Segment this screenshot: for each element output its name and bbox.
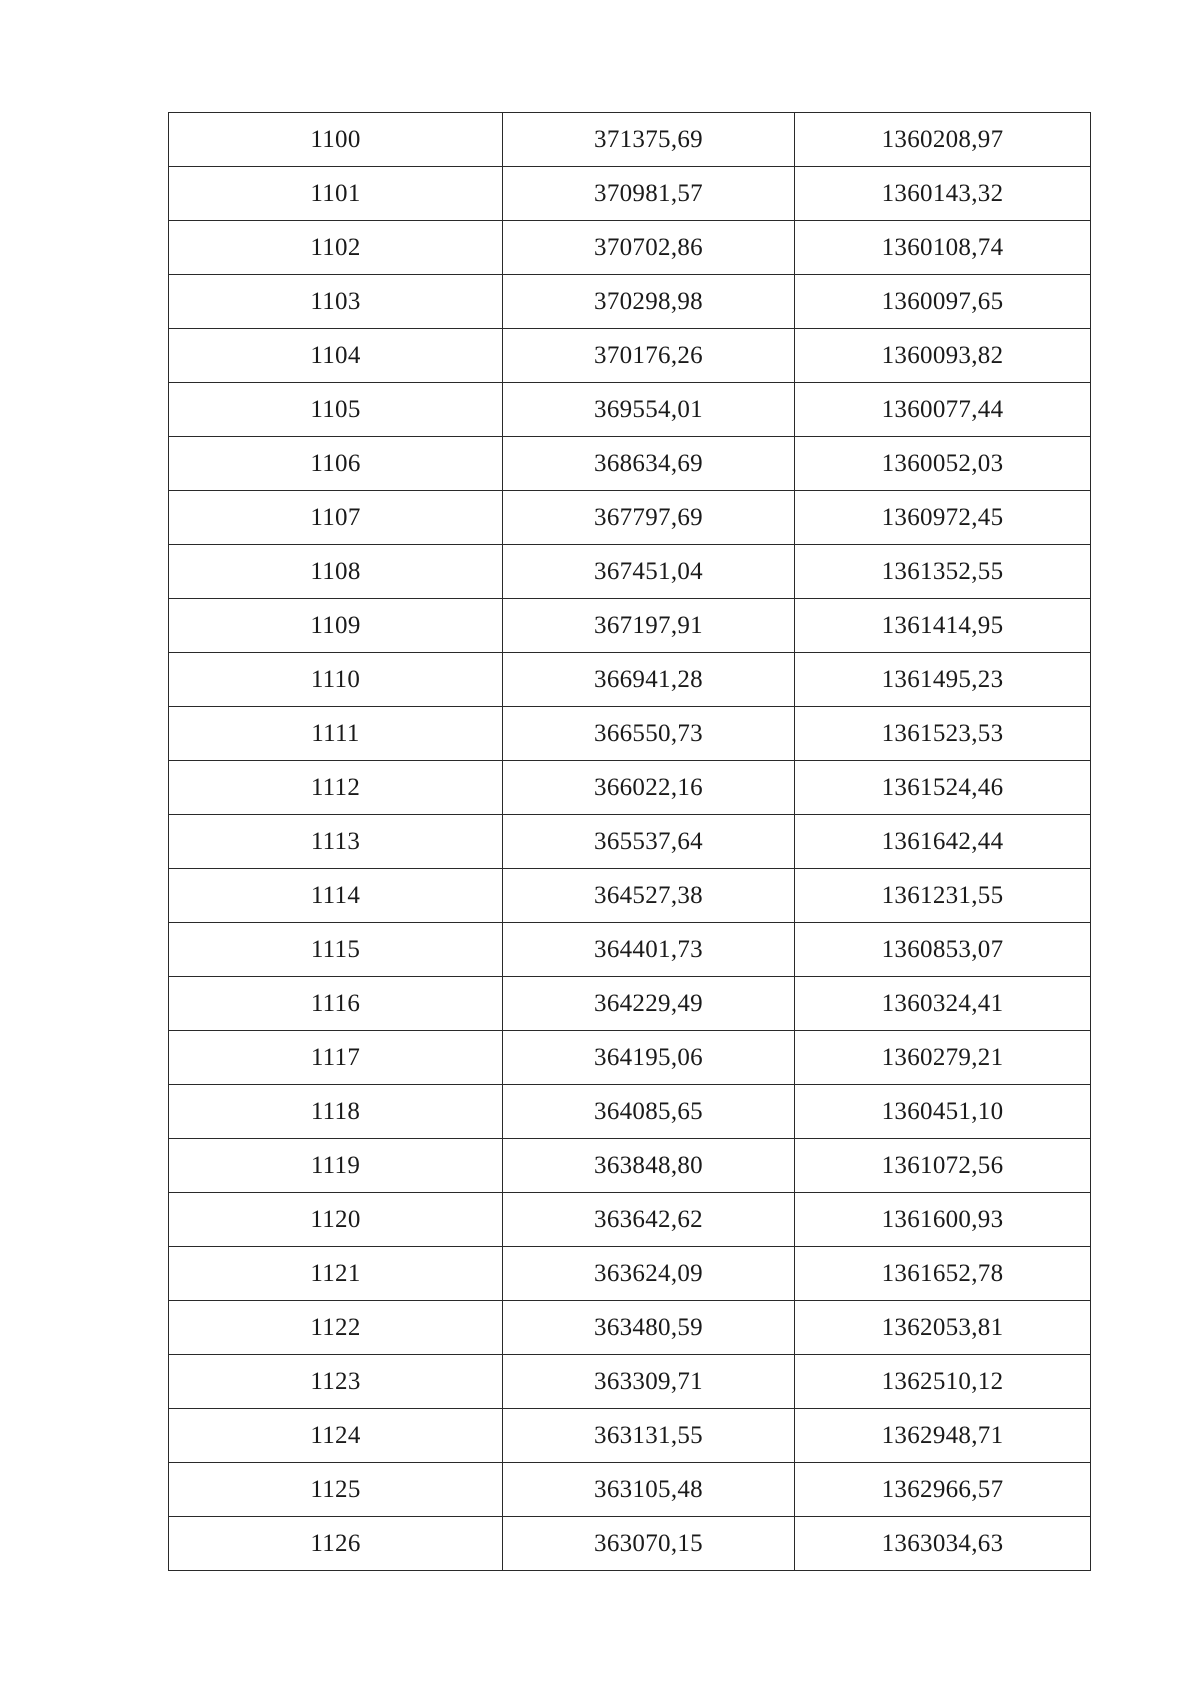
coordinate-y-cell: 1362053,81 (795, 1301, 1091, 1355)
coordinates-table (168, 112, 1091, 1571)
coordinate-x-cell: 364085,65 (503, 1085, 795, 1139)
coordinate-y-cell: 1362966,57 (795, 1463, 1091, 1517)
coordinate-x-cell: 371375,69 (503, 113, 795, 167)
table-row (169, 437, 1091, 491)
coordinate-y-cell: 1360451,10 (795, 1085, 1091, 1139)
coordinate-x-cell: 370702,86 (503, 221, 795, 275)
coordinate-x-cell: 363642,62 (503, 1193, 795, 1247)
coordinate-x-cell: 363624,09 (503, 1247, 795, 1301)
table-row (169, 167, 1091, 221)
coordinate-y-cell: 1360077,44 (795, 383, 1091, 437)
table-row (169, 383, 1091, 437)
coordinate-y-cell: 1361600,93 (795, 1193, 1091, 1247)
point-number-cell: 1113 (169, 815, 503, 869)
coordinate-y-cell: 1361524,46 (795, 761, 1091, 815)
coordinate-y-cell: 1361495,23 (795, 653, 1091, 707)
coordinate-x-cell: 364527,38 (503, 869, 795, 923)
table-row (169, 1247, 1091, 1301)
coordinate-y-cell: 1360972,45 (795, 491, 1091, 545)
table-row (169, 599, 1091, 653)
coordinate-x-cell: 370298,98 (503, 275, 795, 329)
table-row (169, 815, 1091, 869)
table-row (169, 1139, 1091, 1193)
coordinate-x-cell: 363070,15 (503, 1517, 795, 1571)
coordinate-x-cell: 364195,06 (503, 1031, 795, 1085)
coordinate-x-cell: 366022,16 (503, 761, 795, 815)
point-number-cell: 1116 (169, 977, 503, 1031)
point-number-cell: 1108 (169, 545, 503, 599)
coordinate-x-cell: 364229,49 (503, 977, 795, 1031)
table-row (169, 977, 1091, 1031)
point-number-cell: 1119 (169, 1139, 503, 1193)
point-number-cell: 1125 (169, 1463, 503, 1517)
coordinate-x-cell: 363131,55 (503, 1409, 795, 1463)
table-row (169, 545, 1091, 599)
coordinate-y-cell: 1360093,82 (795, 329, 1091, 383)
coordinate-y-cell: 1360324,41 (795, 977, 1091, 1031)
coordinate-y-cell: 1360279,21 (795, 1031, 1091, 1085)
table-row (169, 1193, 1091, 1247)
coordinate-x-cell: 363480,59 (503, 1301, 795, 1355)
coordinate-y-cell: 1360097,65 (795, 275, 1091, 329)
point-number-cell: 1104 (169, 329, 503, 383)
table-row (169, 1409, 1091, 1463)
coordinate-x-cell: 369554,01 (503, 383, 795, 437)
table-row (169, 1517, 1091, 1571)
table-row (169, 707, 1091, 761)
table-row (169, 923, 1091, 977)
table-row (169, 1301, 1091, 1355)
point-number-cell: 1109 (169, 599, 503, 653)
coordinate-x-cell: 367451,04 (503, 545, 795, 599)
point-number-cell: 1117 (169, 1031, 503, 1085)
coordinate-x-cell: 365537,64 (503, 815, 795, 869)
coordinate-y-cell: 1360143,32 (795, 167, 1091, 221)
coordinate-x-cell: 370981,57 (503, 167, 795, 221)
point-number-cell: 1121 (169, 1247, 503, 1301)
table-row (169, 1031, 1091, 1085)
point-number-cell: 1101 (169, 167, 503, 221)
coordinate-y-cell: 1360052,03 (795, 437, 1091, 491)
coordinates-table-body (169, 113, 1091, 1571)
table-row (169, 869, 1091, 923)
coordinate-x-cell: 367197,91 (503, 599, 795, 653)
coordinate-x-cell: 363848,80 (503, 1139, 795, 1193)
coordinate-y-cell: 1361231,55 (795, 869, 1091, 923)
table-row (169, 491, 1091, 545)
point-number-cell: 1107 (169, 491, 503, 545)
point-number-cell: 1102 (169, 221, 503, 275)
point-number-cell: 1122 (169, 1301, 503, 1355)
point-number-cell: 1115 (169, 923, 503, 977)
coordinate-y-cell: 1360853,07 (795, 923, 1091, 977)
table-row (169, 1085, 1091, 1139)
table-row (169, 761, 1091, 815)
point-number-cell: 1112 (169, 761, 503, 815)
coordinate-x-cell: 366550,73 (503, 707, 795, 761)
coordinate-y-cell: 1361352,55 (795, 545, 1091, 599)
coordinate-y-cell: 1361072,56 (795, 1139, 1091, 1193)
point-number-cell: 1114 (169, 869, 503, 923)
coordinate-y-cell: 1362948,71 (795, 1409, 1091, 1463)
point-number-cell: 1124 (169, 1409, 503, 1463)
point-number-cell: 1120 (169, 1193, 503, 1247)
coordinate-y-cell: 1361414,95 (795, 599, 1091, 653)
table-row (169, 1463, 1091, 1517)
coordinate-x-cell: 368634,69 (503, 437, 795, 491)
coordinate-y-cell: 1360208,97 (795, 113, 1091, 167)
coordinate-y-cell: 1361642,44 (795, 815, 1091, 869)
point-number-cell: 1105 (169, 383, 503, 437)
coordinate-x-cell: 366941,28 (503, 653, 795, 707)
coordinate-y-cell: 1361652,78 (795, 1247, 1091, 1301)
coordinate-x-cell: 364401,73 (503, 923, 795, 977)
coordinate-x-cell: 370176,26 (503, 329, 795, 383)
point-number-cell: 1118 (169, 1085, 503, 1139)
coordinate-y-cell: 1363034,63 (795, 1517, 1091, 1571)
table-row (169, 1355, 1091, 1409)
coordinate-x-cell: 367797,69 (503, 491, 795, 545)
point-number-cell: 1110 (169, 653, 503, 707)
coordinate-y-cell: 1360108,74 (795, 221, 1091, 275)
coordinate-x-cell: 363105,48 (503, 1463, 795, 1517)
table-row (169, 113, 1091, 167)
table-row (169, 275, 1091, 329)
table-row (169, 653, 1091, 707)
table-row (169, 329, 1091, 383)
table-row (169, 221, 1091, 275)
point-number-cell: 1103 (169, 275, 503, 329)
coordinate-x-cell: 363309,71 (503, 1355, 795, 1409)
point-number-cell: 1106 (169, 437, 503, 491)
point-number-cell: 1123 (169, 1355, 503, 1409)
point-number-cell: 1100 (169, 113, 503, 167)
coordinate-y-cell: 1361523,53 (795, 707, 1091, 761)
point-number-cell: 1111 (169, 707, 503, 761)
coordinate-y-cell: 1362510,12 (795, 1355, 1091, 1409)
point-number-cell: 1126 (169, 1517, 503, 1571)
